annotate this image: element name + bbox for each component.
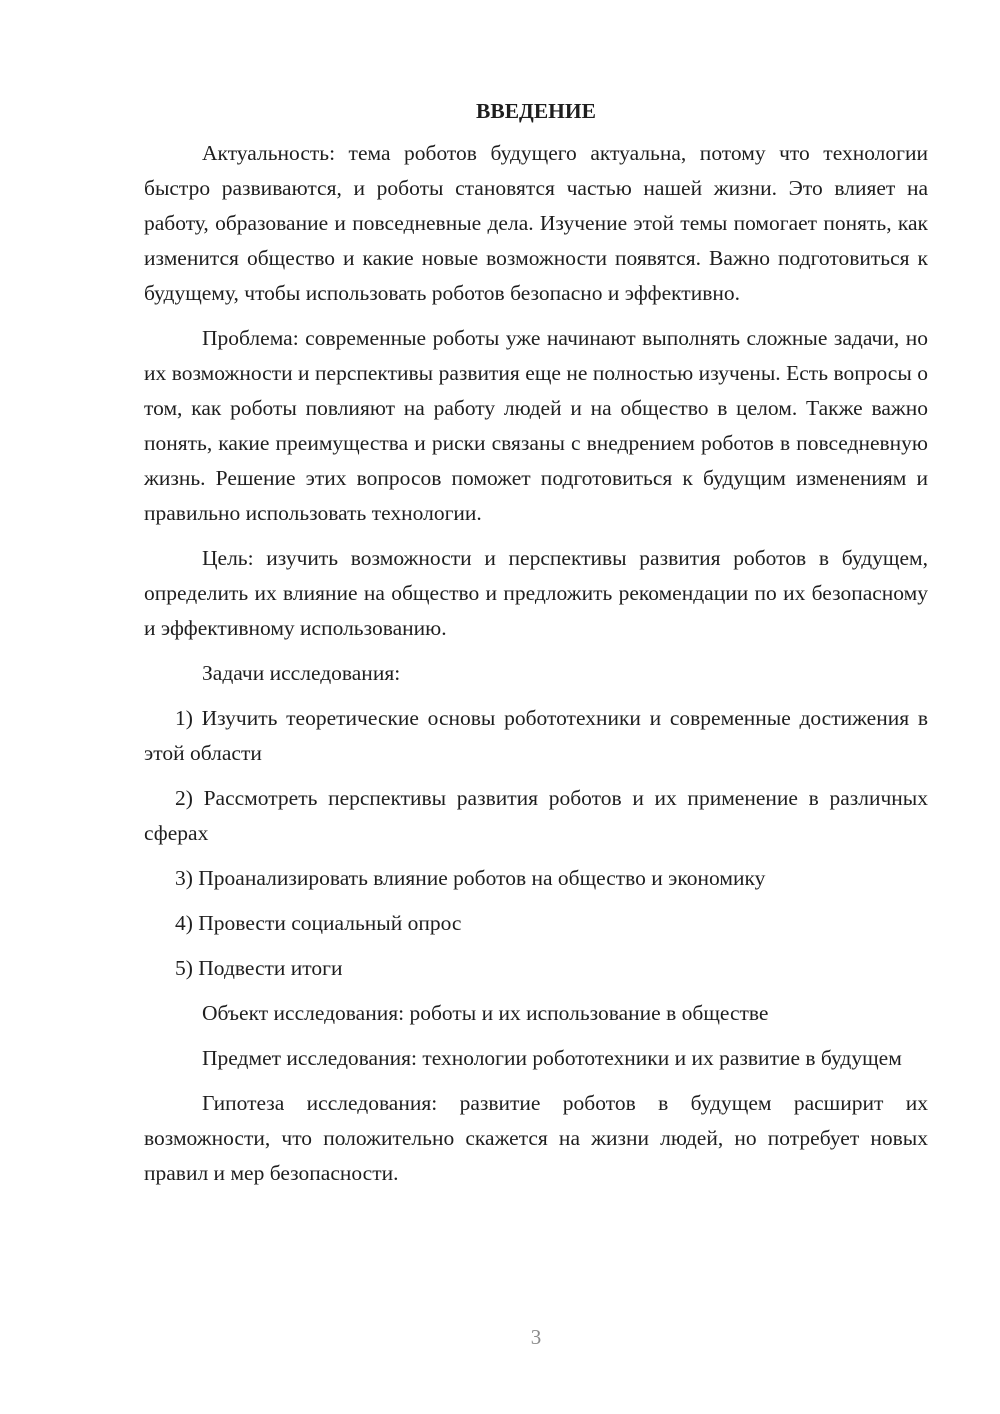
list-item: 2) Рассмотреть перспективы развития роботов и их применение в различных сферах (144, 786, 928, 845)
paragraph-subject: Предмет исследования: технологии робототехники и их развитие в будущем (202, 1046, 902, 1070)
paragraph-object: Объект исследования: роботы и их использование в обществе (202, 1001, 769, 1025)
paragraph-hypothesis: Гипотеза исследования: развитие роботов в будущем расширит их возможности, что положительно скажется на жизни людей, но потребует новых правил и мер безопасности. (144, 1091, 928, 1185)
list-item: 1) Изучить теоретические основы робототехники и современные достижения в этой области (144, 706, 928, 765)
paragraph-relevance: Актуальность: тема роботов будущего актуальна, потому что технологии быстро развиваются, и роботы становятся частью нашей жизни. Это влияет на работу, образование и повседневные дела. Изучение этой темы помогает понять, как изменится общество и какие новые возможности появятся. Важно подготовиться к будущему, чтобы использовать роботов безопасно и эффективно. (144, 141, 928, 305)
tasks-list (144, 701, 928, 986)
paragraph-goal: Цель: изучить возможности и перспективы развития роботов в будущем, определить их влияние на общество и предложить рекомендации по их безопасному и эффективному использованию. (144, 546, 928, 640)
list-item: 3) Проанализировать влияние роботов на общество и экономику (175, 866, 766, 890)
tasks-heading: Задачи исследования: (202, 661, 401, 685)
section-title: ВВЕДЕНИЕ (476, 99, 596, 123)
list-item: 5) Подвести итоги (175, 956, 343, 980)
paragraph-problem: Проблема: современные роботы уже начинают выполнять сложные задачи, но их возможности и перспективы развития еще не полностью изучены. Есть вопросы о том, как роботы повлияют на работу людей и на общество в целом. Также важно понять, какие преимущества и риски связаны с внедрением роботов в повседневную жизнь. Решение этих вопросов поможет подготовиться к будущим изменениям и правильно использовать технологии. (144, 326, 928, 525)
list-item: 4) Провести социальный опрос (175, 911, 462, 935)
page-content (144, 94, 928, 1201)
page-number: 3 (530, 1325, 542, 1349)
